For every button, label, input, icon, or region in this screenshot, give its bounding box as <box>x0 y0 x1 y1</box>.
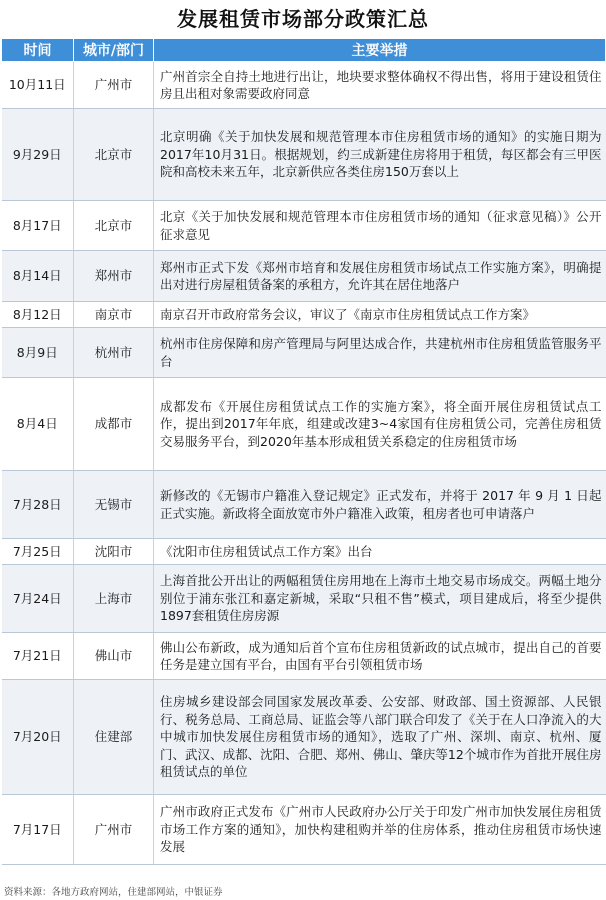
row-date: 7月17日 <box>2 795 74 865</box>
row-city: 住建部 <box>74 680 154 795</box>
source-note: 资料来源：各地方政府网站，住建部网站，中银证券 <box>4 887 223 898</box>
table-row <box>2 251 606 302</box>
row-city: 无锡市 <box>74 471 154 539</box>
row-measure: 北京《关于加快发展和规范管理本市住房租赁市场的通知（征求意见稿）》公开征求意见 <box>154 201 606 251</box>
row-measure: 佛山公布新政，成为通知后首个宣布住房租赁新政的试点城市，提出自己的首要任务是建立国有平台，由国有平台引领租赁市场 <box>154 633 606 680</box>
policy-table <box>1 38 606 865</box>
row-city: 郑州市 <box>74 251 154 302</box>
row-city: 佛山市 <box>74 633 154 680</box>
row-date: 7月25日 <box>2 539 74 565</box>
row-date: 7月21日 <box>2 633 74 680</box>
table-header-row <box>2 39 606 62</box>
table-row <box>2 565 606 633</box>
table-row <box>2 109 606 201</box>
table-row <box>2 201 606 251</box>
row-city: 北京市 <box>74 201 154 251</box>
table-row <box>2 62 606 109</box>
table-row <box>2 471 606 539</box>
page-title: 发展租赁市场部分政策汇总 <box>177 7 429 31</box>
table-row <box>2 328 606 378</box>
row-city: 北京市 <box>74 109 154 201</box>
row-date: 7月24日 <box>2 565 74 633</box>
row-date: 8月14日 <box>2 251 74 302</box>
row-measure: 住房城乡建设部会同国家发展改革委、公安部、财政部、国土资源部、人民银行、税务总局、工商总局、证监会等八部门联合印发了《关于在人口净流入的大中城市加快发展住房租赁市场的通知》，选取了广州、深圳、南京、杭州、厦门、武汉、成都、沈阳、合肥、郑州、佛山、肇庆等12个城市作为首批开展住房租赁试点的单位 <box>154 680 606 795</box>
row-measure: 广州市政府正式发布《广州市人民政府办公厅关于印发广州市加快发展住房租赁市场工作方案的通知》，加快构建租购并举的住房体系，推动住房租赁市场快速发展 <box>154 795 606 865</box>
row-date: 8月12日 <box>2 302 74 328</box>
row-city: 广州市 <box>74 62 154 109</box>
row-measure: 上海首批公开出让的两幅租赁住房用地在上海市土地交易市场成交。两幅土地分别位于浦东张江和嘉定新城，采取“只租不售”模式，项目建成后，将至少提供1897套租赁住房房源 <box>154 565 606 633</box>
table-row <box>2 795 606 865</box>
row-measure: 郑州市正式下发《郑州市培育和发展住房租赁市场试点工作实施方案》，明确提出对进行房屋租赁备案的承租方，允许其在居住地落户 <box>154 251 606 302</box>
header-date: 时间 <box>2 39 74 62</box>
row-measure: 《沈阳市住房租赁试点工作方案》出台 <box>154 539 606 565</box>
table-row <box>2 539 606 565</box>
row-date: 8月4日 <box>2 378 74 471</box>
row-date: 8月9日 <box>2 328 74 378</box>
row-measure: 杭州市住房保障和房产管理局与阿里达成合作，共建杭州市住房租赁监管服务平台 <box>154 328 606 378</box>
table-row <box>2 378 606 471</box>
row-measure: 新修改的《无锡市户籍准入登记规定》正式发布，并将于 2017 年 9 月 1 日起正式实施。新政将全面放宽市外户籍准入政策，租房者也可申请落户 <box>154 471 606 539</box>
row-city: 杭州市 <box>74 328 154 378</box>
row-measure: 南京召开市政府常务会议，审议了《南京市住房租赁试点工作方案》 <box>154 302 606 328</box>
row-city: 广州市 <box>74 795 154 865</box>
row-city: 南京市 <box>74 302 154 328</box>
row-date: 10月11日 <box>2 62 74 109</box>
table-row <box>2 680 606 795</box>
header-measure: 主要举措 <box>154 39 606 62</box>
row-date: 8月17日 <box>2 201 74 251</box>
row-measure: 北京明确《关于加快发展和规范管理本市住房租赁市场的通知》的实施日期为2017年10月31日。根据规划，约三成新建住房将用于租赁，每区都会有三甲医院和高校未来五年，北京新供应各类住房150万套以上 <box>154 109 606 201</box>
row-date: 7月20日 <box>2 680 74 795</box>
row-measure: 广州首宗全自持土地进行出让，地块要求整体确权不得出售，将用于建设租赁住房且出租对象需要政府同意 <box>154 62 606 109</box>
table-row <box>2 633 606 680</box>
row-city: 沈阳市 <box>74 539 154 565</box>
header-city: 城市/部门 <box>74 39 154 62</box>
row-city: 上海市 <box>74 565 154 633</box>
table-row <box>2 302 606 328</box>
row-measure: 成都发布《开展住房租赁试点工作的实施方案》，将全面开展住房租赁试点工作，提出到2017年年底，组建或改建3~4家国有住房租赁公司，完善住房租赁交易服务平台，到2020年基本形成租赁关系稳定的住房租赁市场 <box>154 378 606 471</box>
row-city: 成都市 <box>74 378 154 471</box>
row-date: 7月28日 <box>2 471 74 539</box>
row-date: 9月29日 <box>2 109 74 201</box>
